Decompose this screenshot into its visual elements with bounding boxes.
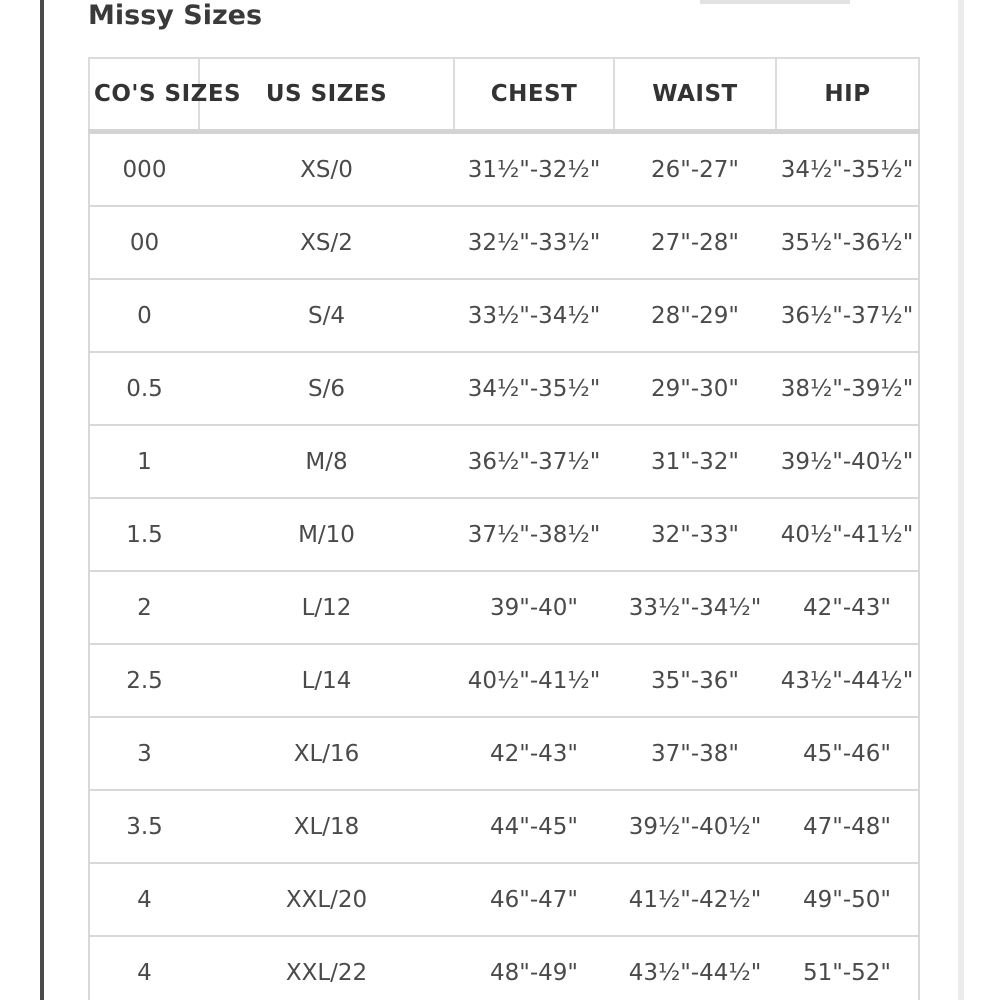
header-waist: WAIST — [614, 58, 776, 132]
hip-cell: 34½"-35½" — [776, 132, 919, 207]
header-us-sizes: US SIZES — [199, 58, 454, 132]
top-edge-fragment — [700, 0, 850, 4]
chest-cell: 46"-47" — [454, 863, 614, 936]
chest-cell: 37½"-38½" — [454, 498, 614, 571]
table-row — [89, 644, 919, 717]
cos-size-cell: 1 — [89, 425, 199, 498]
table-row — [89, 571, 919, 644]
waist-cell: 37"-38" — [614, 717, 776, 790]
hip-cell: 51"-52" — [776, 936, 919, 1000]
waist-cell: 29"-30" — [614, 352, 776, 425]
chest-cell: 34½"-35½" — [454, 352, 614, 425]
cos-size-cell: 4 — [89, 936, 199, 1000]
cos-size-cell: 0.5 — [89, 352, 199, 425]
us-size-cell: XS/0 — [199, 132, 454, 207]
section-title: Missy Sizes — [88, 0, 263, 31]
cos-size-cell: 2 — [89, 571, 199, 644]
waist-cell: 31"-32" — [614, 425, 776, 498]
hip-cell: 36½"-37½" — [776, 279, 919, 352]
chest-cell: 39"-40" — [454, 571, 614, 644]
waist-cell: 32"-33" — [614, 498, 776, 571]
header-cos-sizes: CO'S SIZES — [89, 58, 199, 132]
chest-cell: 31½"-32½" — [454, 132, 614, 207]
chest-cell: 36½"-37½" — [454, 425, 614, 498]
header-row — [89, 58, 919, 132]
waist-cell: 43½"-44½" — [614, 936, 776, 1000]
us-size-cell: XL/16 — [199, 717, 454, 790]
size-chart-header — [89, 58, 919, 132]
hip-cell: 45"-46" — [776, 717, 919, 790]
waist-cell: 28"-29" — [614, 279, 776, 352]
us-size-cell: M/8 — [199, 425, 454, 498]
size-chart-body — [89, 132, 919, 1000]
cos-size-cell: 1.5 — [89, 498, 199, 571]
table-row — [89, 863, 919, 936]
hip-cell: 40½"-41½" — [776, 498, 919, 571]
cos-size-cell: 4 — [89, 863, 199, 936]
table-row — [89, 132, 919, 207]
table-row — [89, 352, 919, 425]
us-size-cell: XXL/22 — [199, 936, 454, 1000]
table-row — [89, 936, 919, 1000]
table-row — [89, 279, 919, 352]
table-row — [89, 717, 919, 790]
hip-cell: 47"-48" — [776, 790, 919, 863]
chest-cell: 32½"-33½" — [454, 206, 614, 279]
chest-cell: 48"-49" — [454, 936, 614, 1000]
us-size-cell: XL/18 — [199, 790, 454, 863]
us-size-cell: S/4 — [199, 279, 454, 352]
cos-size-cell: 000 — [89, 132, 199, 207]
waist-cell: 33½"-34½" — [614, 571, 776, 644]
hip-cell: 42"-43" — [776, 571, 919, 644]
waist-cell: 35"-36" — [614, 644, 776, 717]
header-chest: CHEST — [454, 58, 614, 132]
waist-cell: 41½"-42½" — [614, 863, 776, 936]
table-row — [89, 425, 919, 498]
hip-cell: 38½"-39½" — [776, 352, 919, 425]
chest-cell: 44"-45" — [454, 790, 614, 863]
waist-cell: 39½"-40½" — [614, 790, 776, 863]
waist-cell: 27"-28" — [614, 206, 776, 279]
cos-size-cell: 3 — [89, 717, 199, 790]
hip-cell: 35½"-36½" — [776, 206, 919, 279]
header-hip: HIP — [776, 58, 919, 132]
cos-size-cell: 2.5 — [89, 644, 199, 717]
us-size-cell: L/14 — [199, 644, 454, 717]
cos-size-cell: 0 — [89, 279, 199, 352]
hip-cell: 49"-50" — [776, 863, 919, 936]
table-row — [89, 790, 919, 863]
cos-size-cell: 3.5 — [89, 790, 199, 863]
us-size-cell: S/6 — [199, 352, 454, 425]
left-border-line — [40, 0, 44, 1000]
hip-cell: 39½"-40½" — [776, 425, 919, 498]
us-size-cell: L/12 — [199, 571, 454, 644]
size-chart-table — [88, 57, 920, 1000]
us-size-cell: XXL/20 — [199, 863, 454, 936]
cos-size-cell: 00 — [89, 206, 199, 279]
waist-cell: 26"-27" — [614, 132, 776, 207]
hip-cell: 43½"-44½" — [776, 644, 919, 717]
table-row — [89, 498, 919, 571]
table-row — [89, 206, 919, 279]
us-size-cell: M/10 — [199, 498, 454, 571]
right-border-line — [958, 0, 964, 1000]
chest-cell: 33½"-34½" — [454, 279, 614, 352]
chest-cell: 42"-43" — [454, 717, 614, 790]
chest-cell: 40½"-41½" — [454, 644, 614, 717]
us-size-cell: XS/2 — [199, 206, 454, 279]
